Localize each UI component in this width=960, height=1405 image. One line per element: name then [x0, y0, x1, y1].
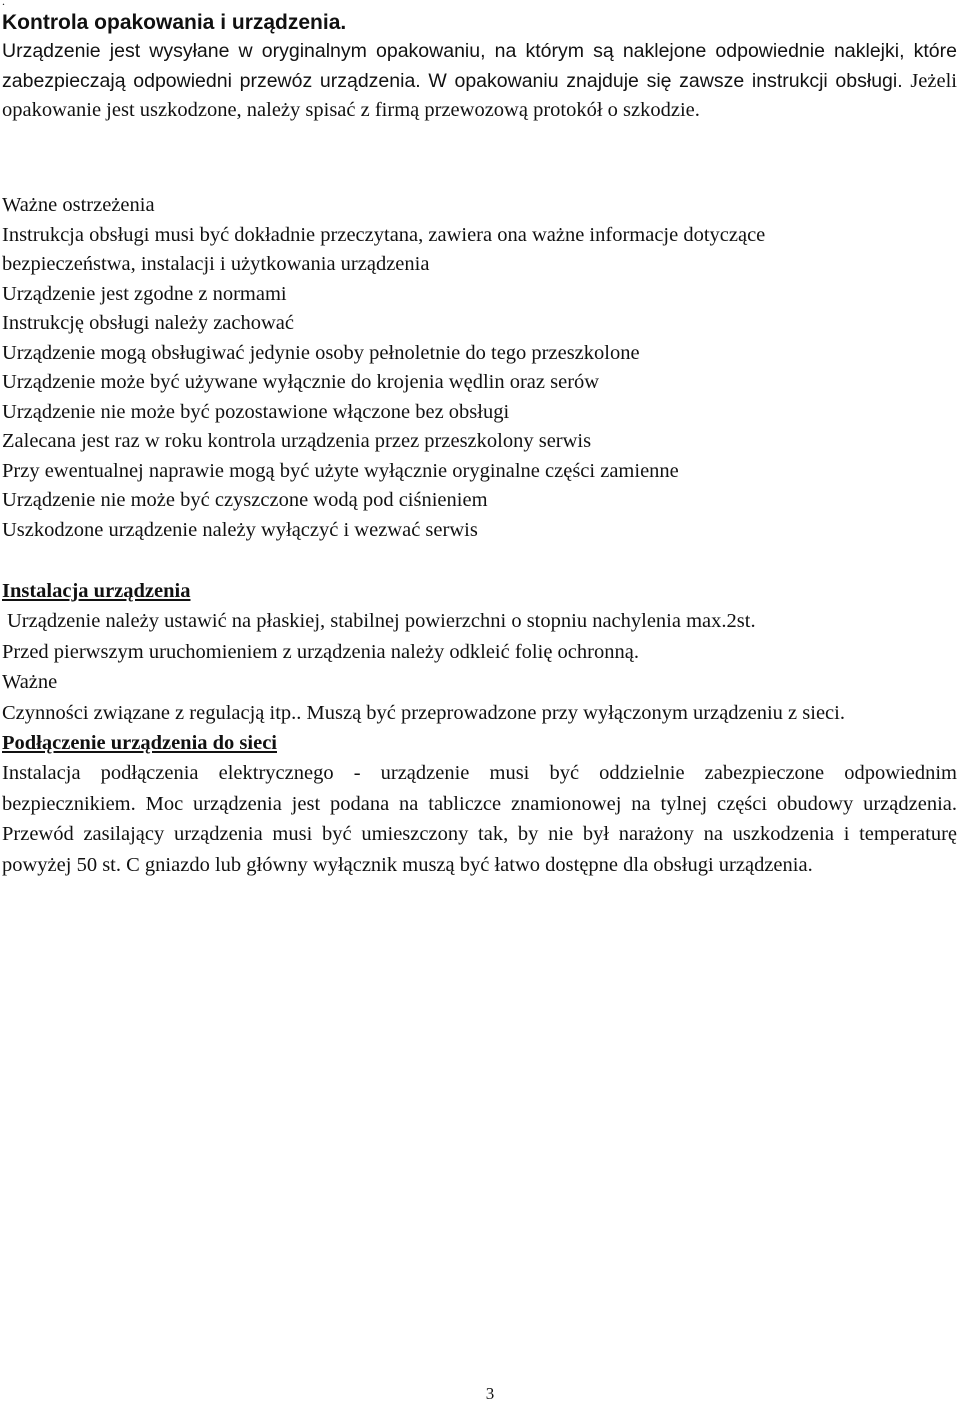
warning-line-7: Urządzenie nie może być pozostawione włączone bez obsługi [2, 400, 510, 423]
warning-line-5: Urządzenie mogą obsługiwać jedynie osoby pełnoletnie do tego przeszkolone [2, 341, 640, 364]
warning-line-10: Urządzenie nie może być czyszczone wodą pod ciśnieniem [2, 489, 488, 511]
section-packaging-paragraph [2, 37, 957, 126]
warning-line-6: Urządzenie może być używane wyłącznie do krojenia wędlin oraz serów [2, 371, 600, 393]
section-connection-paragraph: Instalacja podłączenia elektrycznego - urządzenie musi być oddzielnie zabezpieczone odpowiednim bezpiecznikiem. Moc urządzenia jest podana na tabliczce znamionowej na tylnej części obudowy urządzenia. Przewód zasilający urządzenia musi być umieszczony tak, by nie był narażony na uszkodzenia i temperaturę powyżej 50 st. C gniazdo lub główny wyłącznik muszą być łatwo dostępne dla obsługi urządzenia. [2, 762, 957, 876]
warning-line-1: Instrukcja obsługi musi być dokładnie przeczytana, zawiera ona ważne informacje dotyczące [2, 223, 766, 246]
warning-line-4: Instrukcję obsługi należy zachować [2, 312, 295, 334]
section-installation [2, 576, 957, 880]
warning-line-3: Urządzenie jest zgodne z normami [2, 282, 287, 305]
top-mark: . [2, 0, 5, 8]
installation-important-text: Czynności związane z regulacją itp.. Muszą być przeprowadzone przy wyłączonym urządzeniu z sieci. [2, 701, 845, 724]
warning-line-8: Zalecana jest raz w roku kontrola urządzenia przez przeszkolony serwis [2, 430, 592, 452]
warning-line-9: Przy ewentualnej naprawie mogą być użyte wyłącznie oryginalne części zamienne [2, 459, 679, 482]
warning-line-11: Uszkodzone urządzenie należy wyłączyć i wezwać serwis [2, 518, 478, 541]
section-warnings-title: Ważne ostrzeżenia [2, 194, 155, 216]
section-packaging-title: Kontrola opakowania i urządzenia. [2, 11, 347, 34]
section-packaging [2, 8, 957, 126]
section-warnings [2, 191, 957, 545]
installation-line-1: Urządzenie należy ustawić na płaskiej, stabilnej powierzchni o stopniu nachylenia max.2st. [7, 610, 756, 632]
packaging-paragraph-part1: Urządzenie jest wysyłane w oryginalnym opakowaniu, na którym są naklejone odpowiednie naklejki, które zabezpieczają odpowiedni przewóz urządzenia. W opakowaniu znajduje się zawsze instrukcji obsługi. [2, 40, 957, 92]
section-installation-title: Instalacja urządzenia [2, 580, 191, 602]
packaging-paragraph-part2: Jeżeli opakowanie jest uszkodzone, należy spisać z firmą przewozową protokół o szkodzie. [2, 69, 957, 121]
page-number: 3 [485, 1384, 495, 1403]
installation-line-2: Przed pierwszym uruchomieniem z urządzenia należy odkleić folię ochronną. [2, 640, 639, 663]
installation-important-label: Ważne [2, 671, 58, 693]
warning-line-2: bezpieczeństwa, instalacji i użytkowania urządzenia [2, 253, 430, 275]
section-connection-title: Podłączenie urządzenia do sieci [2, 732, 277, 754]
